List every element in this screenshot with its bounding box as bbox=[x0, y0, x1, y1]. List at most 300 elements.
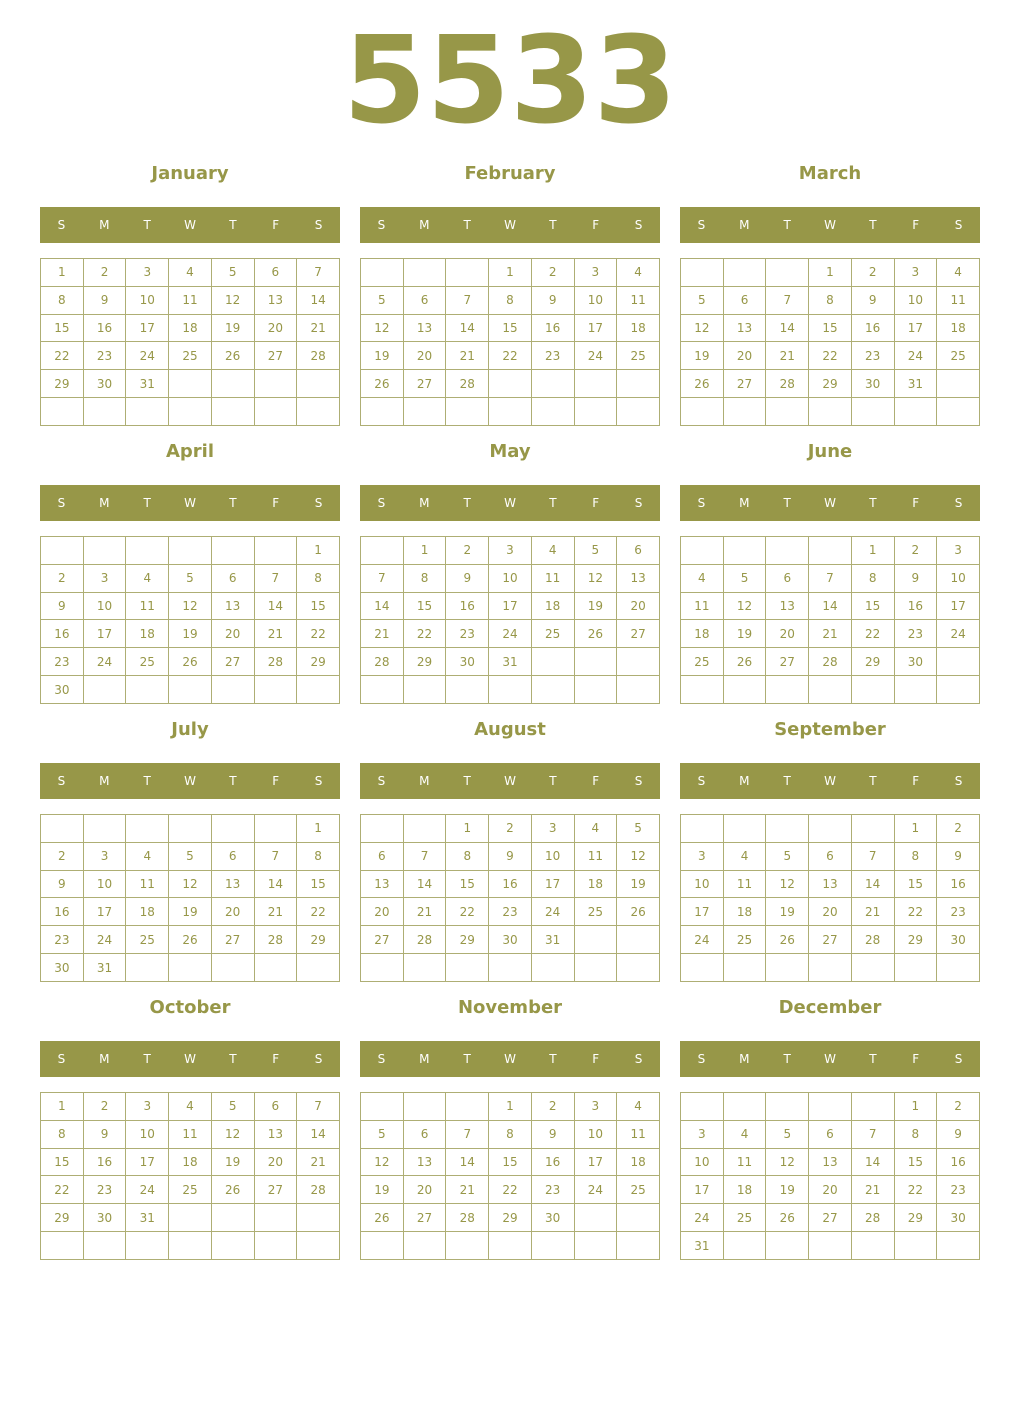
weekday-label: S bbox=[697, 496, 706, 510]
empty-cell bbox=[361, 398, 404, 426]
day-cell: 1 bbox=[894, 815, 937, 843]
weekday-label: W bbox=[824, 1052, 836, 1066]
day-cell: 11 bbox=[169, 1120, 212, 1148]
day-cell: 23 bbox=[83, 1176, 126, 1204]
day-cell: 4 bbox=[723, 842, 766, 870]
weekday-label: T bbox=[549, 218, 557, 232]
day-cell: 5 bbox=[574, 537, 617, 565]
day-cell: 22 bbox=[297, 898, 340, 926]
day-grid bbox=[40, 814, 340, 982]
day-cell: 11 bbox=[531, 564, 574, 592]
empty-cell bbox=[531, 954, 574, 982]
empty-cell bbox=[169, 1232, 212, 1260]
day-cell: 28 bbox=[254, 926, 297, 954]
day-cell: 3 bbox=[681, 842, 724, 870]
empty-cell bbox=[126, 815, 169, 843]
day-cell: 23 bbox=[41, 926, 84, 954]
day-cell: 8 bbox=[809, 286, 852, 314]
day-cell: 30 bbox=[446, 648, 489, 676]
empty-cell bbox=[894, 1232, 937, 1260]
day-cell: 3 bbox=[937, 537, 980, 565]
day-cell: 3 bbox=[489, 537, 532, 565]
day-cell: 11 bbox=[723, 1148, 766, 1176]
empty-cell bbox=[574, 370, 617, 398]
day-cell: 23 bbox=[489, 898, 532, 926]
day-cell: 11 bbox=[723, 870, 766, 898]
empty-cell bbox=[169, 398, 212, 426]
empty-cell bbox=[489, 398, 532, 426]
empty-cell bbox=[809, 1093, 852, 1121]
day-cell: 6 bbox=[254, 259, 297, 287]
day-cell: 19 bbox=[617, 870, 660, 898]
empty-cell bbox=[126, 398, 169, 426]
day-cell: 19 bbox=[574, 592, 617, 620]
day-cell: 28 bbox=[851, 926, 894, 954]
week-row bbox=[361, 620, 660, 648]
day-cell: 2 bbox=[937, 815, 980, 843]
day-cell: 1 bbox=[851, 537, 894, 565]
day-cell: 19 bbox=[169, 620, 212, 648]
weekday-label: T bbox=[783, 1052, 791, 1066]
week-row bbox=[361, 1204, 660, 1232]
empty-cell bbox=[446, 398, 489, 426]
day-cell: 9 bbox=[489, 842, 532, 870]
empty-cell bbox=[126, 537, 169, 565]
week-row bbox=[681, 954, 980, 982]
day-cell: 21 bbox=[851, 898, 894, 926]
weekday-label: S bbox=[954, 496, 963, 510]
day-cell: 17 bbox=[489, 592, 532, 620]
week-row bbox=[41, 620, 340, 648]
empty-cell bbox=[894, 954, 937, 982]
day-cell: 13 bbox=[766, 592, 809, 620]
weekday-label: S bbox=[954, 1052, 963, 1066]
day-cell: 2 bbox=[937, 1093, 980, 1121]
empty-cell bbox=[41, 815, 84, 843]
empty-cell bbox=[361, 259, 404, 287]
weekday-label: T bbox=[229, 1052, 237, 1066]
week-row bbox=[681, 620, 980, 648]
day-cell: 25 bbox=[723, 1204, 766, 1232]
day-cell: 9 bbox=[41, 592, 84, 620]
empty-cell bbox=[681, 398, 724, 426]
empty-cell bbox=[83, 815, 126, 843]
day-cell: 23 bbox=[41, 648, 84, 676]
empty-cell bbox=[169, 954, 212, 982]
empty-cell bbox=[169, 676, 212, 704]
day-cell: 30 bbox=[83, 1204, 126, 1232]
day-cell: 19 bbox=[766, 898, 809, 926]
day-cell: 14 bbox=[297, 286, 340, 314]
day-cell: 24 bbox=[681, 926, 724, 954]
day-cell: 4 bbox=[126, 564, 169, 592]
day-cell: 18 bbox=[169, 314, 212, 342]
weekday-label: F bbox=[272, 774, 280, 788]
day-grid bbox=[680, 536, 980, 704]
day-cell: 14 bbox=[766, 314, 809, 342]
empty-cell bbox=[361, 1232, 404, 1260]
day-cell: 3 bbox=[574, 259, 617, 287]
weekday-label: M bbox=[419, 496, 430, 510]
day-cell: 23 bbox=[531, 1176, 574, 1204]
week-row bbox=[361, 815, 660, 843]
empty-cell bbox=[169, 537, 212, 565]
week-row bbox=[681, 926, 980, 954]
day-cell: 28 bbox=[297, 342, 340, 370]
empty-cell bbox=[403, 815, 446, 843]
week-row bbox=[681, 1176, 980, 1204]
day-cell: 12 bbox=[681, 314, 724, 342]
empty-cell bbox=[574, 676, 617, 704]
day-cell: 20 bbox=[211, 620, 254, 648]
week-row bbox=[361, 648, 660, 676]
weekday-label: W bbox=[824, 774, 836, 788]
day-cell: 5 bbox=[766, 1120, 809, 1148]
weekday-label: S bbox=[314, 218, 323, 232]
day-cell: 30 bbox=[937, 1204, 980, 1232]
weekday-label: T bbox=[869, 218, 877, 232]
empty-cell bbox=[489, 1232, 532, 1260]
empty-cell bbox=[403, 259, 446, 287]
weekday-header bbox=[360, 763, 660, 799]
day-cell: 2 bbox=[489, 815, 532, 843]
day-cell: 23 bbox=[851, 342, 894, 370]
day-cell: 2 bbox=[531, 1093, 574, 1121]
day-cell: 14 bbox=[446, 314, 489, 342]
day-cell: 10 bbox=[681, 1148, 724, 1176]
weekday-label: T bbox=[463, 218, 471, 232]
day-cell: 4 bbox=[681, 564, 724, 592]
day-cell: 18 bbox=[126, 898, 169, 926]
week-row bbox=[681, 259, 980, 287]
day-cell: 8 bbox=[851, 564, 894, 592]
empty-cell bbox=[617, 1232, 660, 1260]
empty-cell bbox=[41, 537, 84, 565]
empty-cell bbox=[723, 537, 766, 565]
day-cell: 17 bbox=[894, 314, 937, 342]
day-cell: 10 bbox=[574, 1120, 617, 1148]
day-cell: 9 bbox=[531, 1120, 574, 1148]
empty-cell bbox=[723, 954, 766, 982]
week-row bbox=[41, 537, 340, 565]
day-cell: 16 bbox=[83, 1148, 126, 1176]
day-cell: 18 bbox=[723, 1176, 766, 1204]
day-cell: 5 bbox=[681, 286, 724, 314]
empty-cell bbox=[361, 1093, 404, 1121]
day-cell: 20 bbox=[723, 342, 766, 370]
day-cell: 25 bbox=[126, 926, 169, 954]
empty-cell bbox=[489, 370, 532, 398]
week-row bbox=[361, 370, 660, 398]
day-cell: 19 bbox=[361, 342, 404, 370]
day-cell: 16 bbox=[937, 1148, 980, 1176]
week-row bbox=[41, 1176, 340, 1204]
week-row bbox=[361, 592, 660, 620]
empty-cell bbox=[83, 676, 126, 704]
empty-cell bbox=[723, 1093, 766, 1121]
day-cell: 7 bbox=[851, 1120, 894, 1148]
empty-cell bbox=[446, 1093, 489, 1121]
day-cell: 10 bbox=[83, 870, 126, 898]
day-cell: 24 bbox=[83, 926, 126, 954]
month-name: August bbox=[474, 719, 546, 740]
day-cell: 21 bbox=[446, 1176, 489, 1204]
day-cell: 29 bbox=[894, 1204, 937, 1232]
empty-cell bbox=[361, 815, 404, 843]
day-cell: 9 bbox=[446, 564, 489, 592]
weekday-label: S bbox=[57, 496, 66, 510]
week-row bbox=[361, 342, 660, 370]
week-row bbox=[681, 314, 980, 342]
day-cell: 14 bbox=[403, 870, 446, 898]
day-cell: 25 bbox=[723, 926, 766, 954]
day-cell: 24 bbox=[574, 342, 617, 370]
weekday-label: T bbox=[229, 218, 237, 232]
day-cell: 18 bbox=[574, 870, 617, 898]
day-cell: 15 bbox=[489, 1148, 532, 1176]
day-cell: 24 bbox=[894, 342, 937, 370]
empty-cell bbox=[766, 676, 809, 704]
week-row bbox=[361, 259, 660, 287]
day-cell: 16 bbox=[489, 870, 532, 898]
empty-cell bbox=[254, 1232, 297, 1260]
day-cell: 27 bbox=[254, 1176, 297, 1204]
day-cell: 16 bbox=[41, 898, 84, 926]
empty-cell bbox=[894, 398, 937, 426]
day-cell: 1 bbox=[489, 259, 532, 287]
empty-cell bbox=[681, 537, 724, 565]
day-cell: 8 bbox=[41, 286, 84, 314]
day-cell: 28 bbox=[446, 1204, 489, 1232]
day-cell: 30 bbox=[489, 926, 532, 954]
weekday-label: M bbox=[419, 218, 430, 232]
month-name: September bbox=[774, 719, 886, 740]
day-cell: 13 bbox=[809, 1148, 852, 1176]
day-cell: 6 bbox=[403, 1120, 446, 1148]
day-cell: 28 bbox=[361, 648, 404, 676]
empty-cell bbox=[211, 954, 254, 982]
day-cell: 29 bbox=[894, 926, 937, 954]
day-cell: 9 bbox=[83, 286, 126, 314]
week-row bbox=[361, 1120, 660, 1148]
day-cell: 29 bbox=[41, 1204, 84, 1232]
empty-cell bbox=[681, 1093, 724, 1121]
empty-cell bbox=[617, 370, 660, 398]
empty-cell bbox=[254, 1204, 297, 1232]
day-cell: 5 bbox=[766, 842, 809, 870]
day-cell: 22 bbox=[489, 342, 532, 370]
day-cell: 26 bbox=[766, 1204, 809, 1232]
day-cell: 3 bbox=[894, 259, 937, 287]
day-cell: 26 bbox=[723, 648, 766, 676]
empty-cell bbox=[723, 1232, 766, 1260]
weekday-label: T bbox=[143, 1052, 151, 1066]
day-cell: 30 bbox=[41, 954, 84, 982]
day-cell: 14 bbox=[254, 870, 297, 898]
day-cell: 8 bbox=[41, 1120, 84, 1148]
day-cell: 5 bbox=[211, 1093, 254, 1121]
day-cell: 17 bbox=[681, 1176, 724, 1204]
weekday-label: M bbox=[419, 1052, 430, 1066]
day-cell: 4 bbox=[723, 1120, 766, 1148]
day-cell: 12 bbox=[211, 286, 254, 314]
day-cell: 27 bbox=[361, 926, 404, 954]
day-cell: 15 bbox=[894, 870, 937, 898]
day-cell: 13 bbox=[723, 314, 766, 342]
day-cell: 10 bbox=[126, 1120, 169, 1148]
day-cell: 17 bbox=[126, 1148, 169, 1176]
empty-cell bbox=[617, 676, 660, 704]
day-cell: 5 bbox=[361, 1120, 404, 1148]
week-row bbox=[41, 1120, 340, 1148]
weekday-label: M bbox=[739, 1052, 750, 1066]
week-row bbox=[681, 398, 980, 426]
week-row bbox=[41, 926, 340, 954]
weekday-label: S bbox=[697, 774, 706, 788]
day-cell: 13 bbox=[403, 1148, 446, 1176]
month-name: June bbox=[807, 441, 853, 462]
day-cell: 7 bbox=[361, 564, 404, 592]
empty-cell bbox=[574, 1232, 617, 1260]
day-cell: 19 bbox=[361, 1176, 404, 1204]
day-cell: 2 bbox=[851, 259, 894, 287]
day-cell: 12 bbox=[766, 1148, 809, 1176]
empty-cell bbox=[937, 370, 980, 398]
day-cell: 18 bbox=[531, 592, 574, 620]
empty-cell bbox=[681, 954, 724, 982]
weekday-label: F bbox=[592, 1052, 600, 1066]
day-cell: 21 bbox=[403, 898, 446, 926]
day-cell: 29 bbox=[41, 370, 84, 398]
day-cell: 25 bbox=[169, 342, 212, 370]
day-cell: 12 bbox=[617, 842, 660, 870]
empty-cell bbox=[766, 815, 809, 843]
day-cell: 25 bbox=[169, 1176, 212, 1204]
day-cell: 18 bbox=[617, 314, 660, 342]
empty-cell bbox=[574, 954, 617, 982]
day-cell: 8 bbox=[446, 842, 489, 870]
day-cell: 28 bbox=[403, 926, 446, 954]
day-cell: 21 bbox=[254, 898, 297, 926]
weekday-label: T bbox=[783, 774, 791, 788]
weekday-label: W bbox=[504, 496, 516, 510]
empty-cell bbox=[403, 398, 446, 426]
day-cell: 10 bbox=[126, 286, 169, 314]
weekday-label: S bbox=[57, 1052, 66, 1066]
empty-cell bbox=[681, 815, 724, 843]
day-cell: 16 bbox=[446, 592, 489, 620]
day-cell: 26 bbox=[211, 342, 254, 370]
empty-cell bbox=[297, 1232, 340, 1260]
weekday-label: M bbox=[99, 218, 110, 232]
week-row bbox=[361, 1232, 660, 1260]
week-row bbox=[41, 286, 340, 314]
day-cell: 23 bbox=[937, 898, 980, 926]
day-cell: 20 bbox=[403, 342, 446, 370]
week-row bbox=[41, 1093, 340, 1121]
weekday-label: T bbox=[229, 774, 237, 788]
day-cell: 10 bbox=[531, 842, 574, 870]
week-row bbox=[41, 648, 340, 676]
empty-cell bbox=[851, 954, 894, 982]
day-cell: 7 bbox=[254, 842, 297, 870]
day-cell: 4 bbox=[126, 842, 169, 870]
weekday-label: W bbox=[184, 496, 196, 510]
day-cell: 22 bbox=[851, 620, 894, 648]
week-row bbox=[41, 954, 340, 982]
empty-cell bbox=[446, 954, 489, 982]
empty-cell bbox=[361, 537, 404, 565]
empty-cell bbox=[531, 398, 574, 426]
empty-cell bbox=[297, 370, 340, 398]
week-row bbox=[361, 564, 660, 592]
empty-cell bbox=[851, 398, 894, 426]
day-cell: 1 bbox=[894, 1093, 937, 1121]
day-cell: 29 bbox=[489, 1204, 532, 1232]
week-row bbox=[41, 370, 340, 398]
empty-cell bbox=[446, 676, 489, 704]
day-cell: 18 bbox=[617, 1148, 660, 1176]
weekday-label: S bbox=[954, 774, 963, 788]
day-cell: 31 bbox=[681, 1232, 724, 1260]
day-cell: 6 bbox=[361, 842, 404, 870]
empty-cell bbox=[211, 676, 254, 704]
weekday-label: F bbox=[912, 774, 920, 788]
weekday-header bbox=[680, 485, 980, 521]
empty-cell bbox=[83, 398, 126, 426]
day-cell: 27 bbox=[254, 342, 297, 370]
weekday-label: T bbox=[143, 774, 151, 788]
day-cell: 6 bbox=[211, 564, 254, 592]
day-cell: 31 bbox=[489, 648, 532, 676]
month-name: February bbox=[464, 163, 556, 184]
day-grid bbox=[680, 814, 980, 982]
day-cell: 13 bbox=[403, 314, 446, 342]
day-cell: 5 bbox=[361, 286, 404, 314]
day-cell: 12 bbox=[361, 314, 404, 342]
weekday-label: T bbox=[143, 218, 151, 232]
day-cell: 11 bbox=[169, 286, 212, 314]
weekday-label: S bbox=[634, 1052, 643, 1066]
week-row bbox=[681, 537, 980, 565]
day-cell: 13 bbox=[617, 564, 660, 592]
empty-cell bbox=[809, 537, 852, 565]
day-cell: 10 bbox=[83, 592, 126, 620]
week-row bbox=[361, 842, 660, 870]
empty-cell bbox=[766, 259, 809, 287]
empty-cell bbox=[83, 1232, 126, 1260]
day-cell: 6 bbox=[766, 564, 809, 592]
day-cell: 26 bbox=[361, 1204, 404, 1232]
weekday-label: W bbox=[504, 774, 516, 788]
day-cell: 25 bbox=[681, 648, 724, 676]
weekday-label: S bbox=[57, 774, 66, 788]
month-name: December bbox=[778, 997, 882, 1018]
day-cell: 17 bbox=[531, 870, 574, 898]
day-grid bbox=[40, 536, 340, 704]
weekday-label: S bbox=[634, 218, 643, 232]
day-cell: 17 bbox=[574, 1148, 617, 1176]
week-row bbox=[361, 314, 660, 342]
day-cell: 23 bbox=[446, 620, 489, 648]
week-row bbox=[361, 398, 660, 426]
week-row bbox=[361, 1093, 660, 1121]
empty-cell bbox=[403, 954, 446, 982]
day-cell: 17 bbox=[574, 314, 617, 342]
week-row bbox=[41, 676, 340, 704]
day-cell: 21 bbox=[446, 342, 489, 370]
day-cell: 26 bbox=[574, 620, 617, 648]
